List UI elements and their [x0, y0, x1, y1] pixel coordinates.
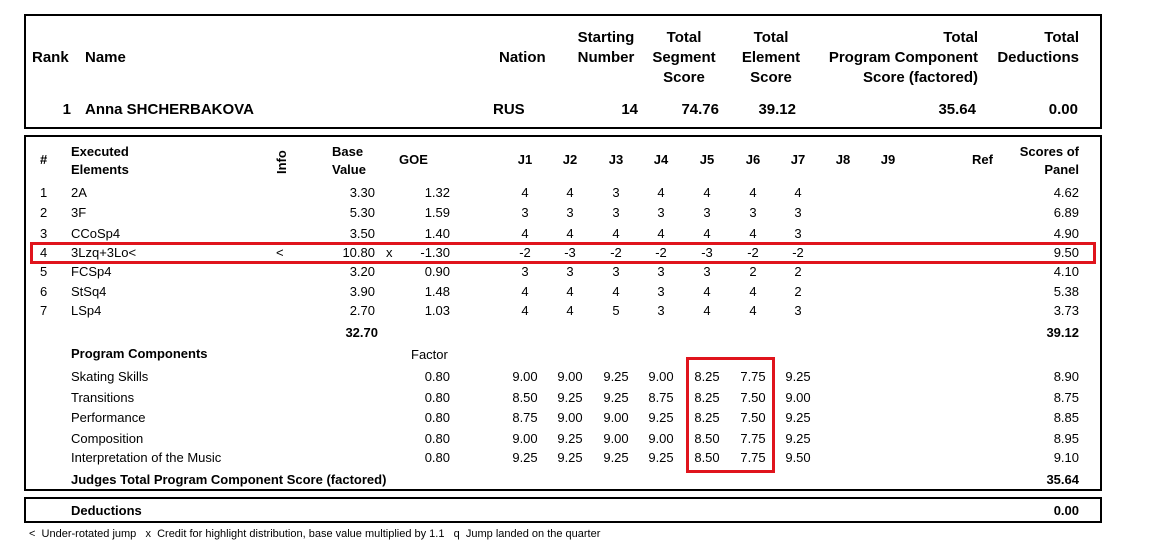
component-judge-score: 9.00 [648, 431, 674, 446]
base-value-total: 32.70 [345, 325, 378, 340]
element-info: < [276, 245, 284, 260]
element-panel-score: 3.73 [1053, 303, 1079, 318]
component-judge-score: 9.25 [603, 390, 629, 405]
component-name: Performance [71, 410, 146, 425]
footnote: < Under-rotated jump x Credit for highlight distribution, base value multiplied by 1.1 q Jump landed on the quarter [29, 528, 601, 540]
factor-header: Factor [411, 347, 448, 362]
component-judge-score: 9.00 [512, 369, 538, 384]
component-panel-score: 8.90 [1053, 369, 1079, 384]
element-num: 5 [40, 264, 48, 279]
component-factor: 0.80 [424, 390, 450, 405]
component-judge-score: 9.00 [557, 410, 583, 425]
component-panel-score: 8.85 [1053, 410, 1079, 425]
element-base-value: 3.90 [349, 284, 375, 299]
pcs-total-label: Judges Total Program Component Score (factored) [71, 472, 387, 487]
element-num: 2 [40, 205, 48, 220]
element-judge-score: -2 [610, 245, 622, 260]
component-judge-score: 8.75 [648, 390, 674, 405]
component-judge-score: 9.00 [785, 390, 811, 405]
element-base-value: 3.20 [349, 264, 375, 279]
component-judge-score: 7.75 [740, 431, 766, 446]
skater-starting-number: 14 [621, 101, 638, 118]
element-goe: 1.03 [424, 303, 450, 318]
component-name: Skating Skills [71, 369, 149, 384]
header-line: Elements [71, 162, 129, 177]
name-header: Name [85, 49, 126, 66]
element-judge-score: 3 [657, 264, 665, 279]
element-judge-score: 3 [794, 303, 802, 318]
element-judge-score: 3 [612, 185, 620, 200]
header-line: Score [750, 69, 792, 86]
component-judge-score: 9.00 [648, 369, 674, 384]
element-base-value: 3.50 [349, 226, 375, 241]
deductions-label: Deductions [71, 503, 142, 518]
element-judge-score: 3 [612, 205, 620, 220]
element-judge-score: 2 [794, 264, 802, 279]
component-name: Interpretation of the Music [71, 450, 222, 465]
col-executed-header [71, 143, 129, 179]
element-goe: 1.48 [424, 284, 450, 299]
element-num: 4 [40, 245, 48, 260]
component-name: Transitions [71, 390, 135, 405]
col-num-header: # [40, 152, 48, 167]
element-judge-score: 3 [566, 205, 574, 220]
header-line: Number [577, 49, 635, 66]
header-line: Deductions [997, 49, 1079, 66]
col-goe-header: GOE [399, 152, 428, 167]
judge-header-5: J5 [699, 152, 715, 167]
component-judge-score: 7.75 [740, 450, 766, 465]
element-judge-score: 3 [566, 264, 574, 279]
element-name: 3Lzq+3Lo< [71, 245, 137, 260]
header-line: Score (factored) [862, 69, 978, 86]
element-judge-score: 4 [521, 185, 529, 200]
header-line: Total [1044, 29, 1079, 46]
skater-deductions: 0.00 [1048, 101, 1078, 118]
element-judge-score: 4 [794, 185, 802, 200]
element-judge-score: 4 [749, 185, 757, 200]
skater-name: Anna SHCHERBAKOVA [85, 101, 254, 118]
element-num: 7 [40, 303, 48, 318]
col-base-header [332, 143, 366, 179]
highlight-element-4 [30, 242, 1096, 264]
element-goe: -1.30 [420, 245, 450, 260]
element-judge-score: 2 [794, 284, 802, 299]
component-judge-score: 9.25 [648, 450, 674, 465]
header-line: Panel [1044, 162, 1079, 177]
element-name: 3F [71, 205, 87, 220]
component-judge-score: 8.50 [512, 390, 538, 405]
element-judge-score: 4 [657, 185, 665, 200]
header-line: Value [332, 162, 366, 177]
starting-number-header [570, 28, 642, 68]
header-line: Score [663, 69, 705, 86]
header-line: Total [753, 29, 789, 46]
col-info-header: Info [274, 150, 289, 174]
judge-header-2: J2 [562, 152, 578, 167]
element-judge-score: -2 [655, 245, 667, 260]
element-panel-score: 5.38 [1053, 284, 1079, 299]
component-judge-score: 8.50 [694, 450, 720, 465]
component-panel-score: 8.95 [1053, 431, 1079, 446]
element-judge-score: 4 [612, 284, 620, 299]
pcs-total-value: 35.64 [1046, 472, 1079, 487]
element-num: 3 [40, 226, 48, 241]
element-judge-score: 4 [566, 303, 574, 318]
component-factor: 0.80 [424, 369, 450, 384]
component-judge-score: 9.00 [603, 431, 629, 446]
element-goe: 1.32 [424, 185, 450, 200]
element-judge-score: 4 [703, 185, 711, 200]
element-panel-score: 6.89 [1053, 205, 1079, 220]
tes-total: 39.12 [1046, 325, 1079, 340]
element-judge-score: -3 [564, 245, 576, 260]
skater-nation: RUS [493, 101, 525, 118]
element-judge-score: 4 [703, 284, 711, 299]
element-judge-score: 3 [749, 205, 757, 220]
component-factor: 0.80 [424, 450, 450, 465]
element-judge-score: -3 [701, 245, 713, 260]
header-line: Executed [71, 144, 129, 159]
component-factor: 0.80 [424, 431, 450, 446]
col-ref-header: Ref [972, 152, 993, 167]
element-judge-score: 4 [703, 303, 711, 318]
header-line: Program Component [828, 49, 978, 66]
header-line: Scores of [1019, 144, 1079, 159]
element-judge-score: 3 [657, 205, 665, 220]
element-num: 6 [40, 284, 48, 299]
element-panel-score: 9.50 [1053, 245, 1079, 260]
element-judge-score: 4 [521, 303, 529, 318]
highlight-j5-j6-components [686, 357, 775, 473]
component-judge-score: 9.25 [785, 369, 811, 384]
header-line: Total [666, 29, 702, 46]
element-base-value: 10.80 [342, 245, 375, 260]
element-judge-score: 4 [749, 284, 757, 299]
element-judge-score: 5 [612, 303, 620, 318]
rank-header: Rank [32, 49, 69, 66]
element-name: LSp4 [71, 303, 102, 318]
judge-header-7: J7 [790, 152, 806, 167]
pcs-header [800, 28, 978, 88]
nation-header: Nation [499, 49, 546, 66]
component-judge-score: 7.50 [740, 390, 766, 405]
component-judge-score: 9.25 [557, 450, 583, 465]
component-judge-score: 9.50 [785, 450, 811, 465]
element-panel-score: 4.90 [1053, 226, 1079, 241]
header-line: Element [741, 49, 801, 66]
component-panel-score: 8.75 [1053, 390, 1079, 405]
skater-tes: 39.12 [758, 101, 796, 118]
judge-header-8: J8 [835, 152, 851, 167]
element-judge-score: 4 [566, 185, 574, 200]
element-judge-score: 3 [703, 264, 711, 279]
element-num: 1 [40, 185, 48, 200]
component-judge-score: 9.25 [557, 390, 583, 405]
component-panel-score: 9.10 [1053, 450, 1079, 465]
element-panel-score: 4.62 [1053, 185, 1079, 200]
component-factor: 0.80 [424, 410, 450, 425]
element-judge-score: 3 [794, 205, 802, 220]
element-judge-score: 3 [657, 284, 665, 299]
element-judge-score: 3 [612, 264, 620, 279]
header-line: Total [943, 29, 978, 46]
tss-header [648, 28, 720, 88]
judge-header-4: J4 [653, 152, 669, 167]
component-judge-score: 9.00 [512, 431, 538, 446]
element-base-value: 3.30 [349, 185, 375, 200]
element-judge-score: 3 [521, 205, 529, 220]
element-name: CCoSp4 [71, 226, 121, 241]
component-judge-score: 8.25 [694, 369, 720, 384]
deductions-value: 0.00 [1053, 503, 1079, 518]
element-panel-score: 4.10 [1053, 264, 1079, 279]
element-judge-score: 3 [703, 205, 711, 220]
component-judge-score: 9.25 [603, 450, 629, 465]
deductions-header [990, 28, 1079, 68]
component-judge-score: 8.25 [694, 410, 720, 425]
component-judge-score: 9.25 [785, 410, 811, 425]
header-line: Base [332, 144, 364, 159]
element-base-value: 2.70 [349, 303, 375, 318]
judge-header-1: J1 [517, 152, 533, 167]
component-judge-score: 9.25 [557, 431, 583, 446]
component-judge-score: 9.25 [603, 369, 629, 384]
element-name: 2A [71, 185, 87, 200]
element-judge-score: 4 [703, 226, 711, 241]
element-judge-score: -2 [792, 245, 804, 260]
deductions-box [24, 497, 1102, 523]
element-judge-score: -2 [747, 245, 759, 260]
element-judge-score: 4 [521, 226, 529, 241]
judge-header-6: J6 [745, 152, 761, 167]
component-judge-score: 7.75 [740, 369, 766, 384]
component-judge-score: 8.75 [512, 410, 538, 425]
element-judge-score: 4 [749, 226, 757, 241]
component-judge-score: 9.25 [648, 410, 674, 425]
judge-header-3: J3 [608, 152, 624, 167]
element-goe: 0.90 [424, 264, 450, 279]
component-judge-score: 9.25 [785, 431, 811, 446]
element-judge-score: 4 [749, 303, 757, 318]
element-judge-score: 4 [566, 284, 574, 299]
element-judge-score: 2 [749, 264, 757, 279]
component-judge-score: 9.25 [512, 450, 538, 465]
header-line: Starting [577, 29, 635, 46]
element-name: FCSp4 [71, 264, 112, 279]
element-judge-score: 4 [566, 226, 574, 241]
element-goe: 1.40 [424, 226, 450, 241]
component-judge-score: 8.25 [694, 390, 720, 405]
skater-pcs: 35.64 [938, 101, 976, 118]
element-base-value: 5.30 [349, 205, 375, 220]
component-judge-score: 9.00 [557, 369, 583, 384]
element-judge-score: 3 [794, 226, 802, 241]
program-components-title: Program Components [71, 346, 208, 361]
element-judge-score: 3 [521, 264, 529, 279]
component-name: Composition [71, 431, 144, 446]
element-judge-score: 4 [657, 226, 665, 241]
element-name: StSq4 [71, 284, 107, 299]
component-judge-score: 8.50 [694, 431, 720, 446]
header-line: Segment [652, 49, 716, 66]
skater-rank: 1 [62, 101, 71, 118]
skater-tss: 74.76 [681, 101, 719, 118]
component-judge-score: 7.50 [740, 410, 766, 425]
element-judge-score: 4 [521, 284, 529, 299]
element-x-mark: x [386, 245, 393, 260]
element-judge-score: -2 [519, 245, 531, 260]
judge-header-9: J9 [880, 152, 896, 167]
element-goe: 1.59 [424, 205, 450, 220]
component-judge-score: 9.00 [603, 410, 629, 425]
element-judge-score: 4 [612, 226, 620, 241]
element-judge-score: 3 [657, 303, 665, 318]
col-scores-header [1000, 143, 1079, 179]
